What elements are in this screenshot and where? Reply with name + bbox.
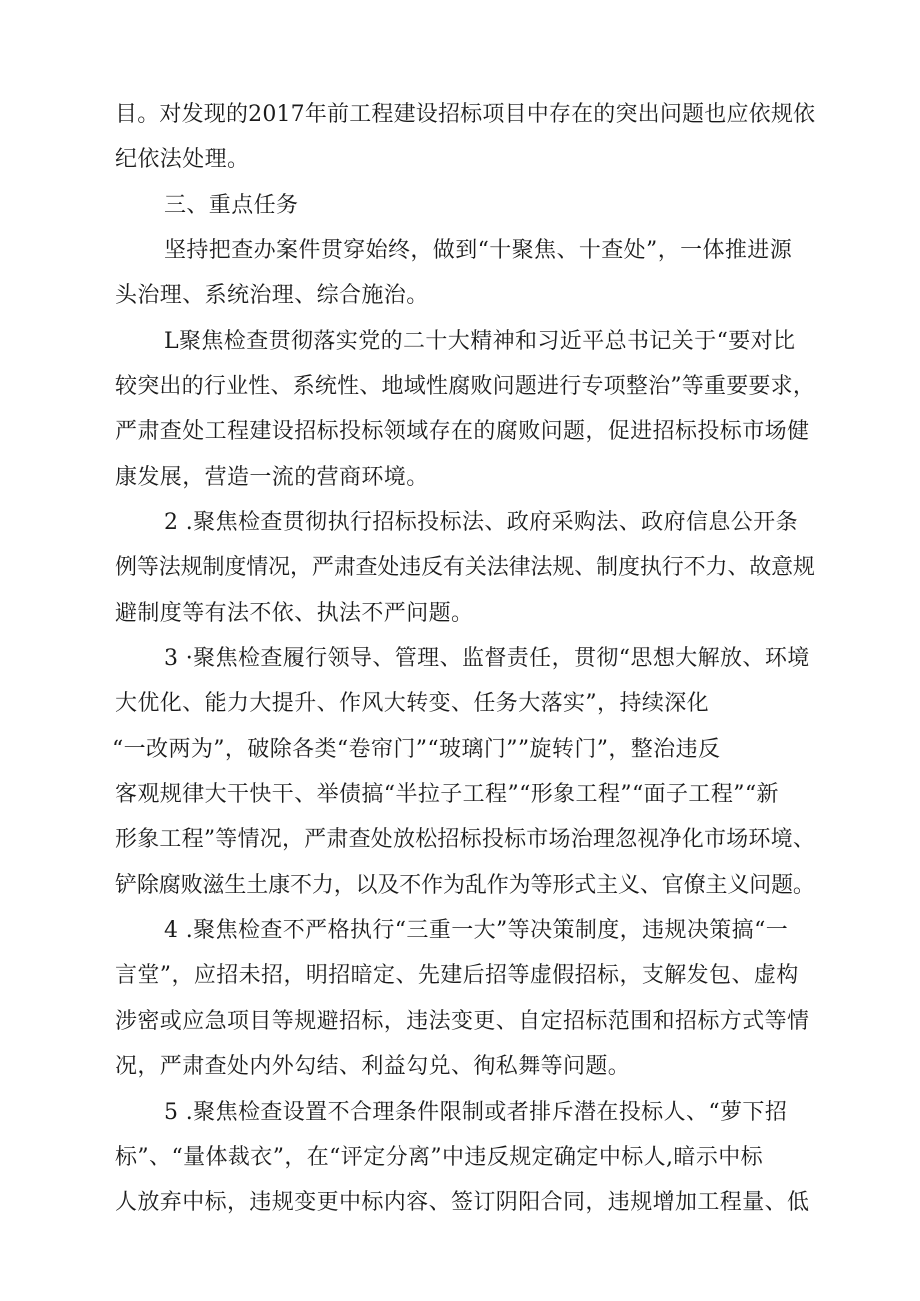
text-line: “一改两为”，破除各类“卷帘门”“玻璃门””旋转门”，整治违反 bbox=[112, 737, 721, 762]
text-line: 例等法规制度情况，严肃查处违反有关法律法规、制度执行不力、故意规 bbox=[115, 555, 815, 580]
list-item-2-line: 2 .聚焦检查贯彻执行招标投标法、政府采购法、政府信息公开条 bbox=[164, 510, 798, 535]
text-line: 头治理、系统治理、综合施治。 bbox=[115, 283, 429, 308]
list-item-5-line: 5 .聚焦检查设置不合理条件限制或者排斥潜在投标人、“萝下招 bbox=[164, 1100, 788, 1125]
list-item-1-line: L聚焦检查贯彻落实党的二十大精神和习近平总书记关于“要对比 bbox=[164, 329, 796, 354]
text-line: 言堂”，应招未招，明招暗定、先建后招等虚假招标，支解发包、虚构 bbox=[115, 963, 799, 988]
text-line: 铲除腐败滋生土康不力，以及不作为乱作为等形式主义、官僚主义问题。 bbox=[115, 873, 815, 898]
text-line: 纪依法处理。 bbox=[115, 147, 250, 172]
text-line: 严肃查处工程建设招标投标领域存在的腐败问题，促进招标投标市场健 bbox=[115, 419, 810, 444]
text-line: 坚持把查办案件贯穿始终，做到“十聚焦、十查处”，一体推进源 bbox=[164, 238, 793, 263]
text-line: 目。对发现的2017年前工程建设招标项目中存在的突出问题也应依规依 bbox=[115, 102, 816, 127]
text-line: 况，严肃查处内外勾结、利益勾兑、徇私舞等问题。 bbox=[115, 1054, 631, 1079]
text-line: 标”、“量体裁衣”，在“评定分离”中违反规定确定中标人,暗示中标 bbox=[115, 1145, 764, 1170]
text-line: 涉密或应急项目等规避招标，违法变更、自定招标范围和招标方式等情 bbox=[115, 1009, 810, 1034]
text-line: 人放弃中标，违规变更中标内容、签订阴阳合同，违规增加工程量、低 bbox=[115, 1190, 810, 1215]
list-item-4-line: 4 .聚焦检查不严格执行“三重一大”等决策制度，违规决策搞“一 bbox=[164, 918, 789, 943]
text-line: 康发展，营造一流的营商环境。 bbox=[115, 465, 429, 490]
list-item-3-line: 3 ·聚焦检查履行领导、管理、监督责任，贯彻“思想大解放、环境 bbox=[164, 646, 810, 671]
section-heading: 三、重点任务 bbox=[164, 193, 299, 218]
text-line: 大优化、能力大提升、作风大转变、任务大落实”，持续深化 bbox=[115, 691, 710, 716]
text-line: 避制度等有法不依、执法不严问题。 bbox=[115, 601, 474, 626]
text-line: 形象工程”等情况，严肃查处放松招标投标市场治理忽视净化市场环境、 bbox=[115, 827, 816, 852]
text-line: 客观规律大干快干、举债搞“半拉子工程”“形象工程”“面子工程”“新 bbox=[115, 782, 779, 807]
text-line: 较突出的行业性、系统性、地域性腐败问题进行专项整治”等重要要求， bbox=[115, 374, 816, 399]
